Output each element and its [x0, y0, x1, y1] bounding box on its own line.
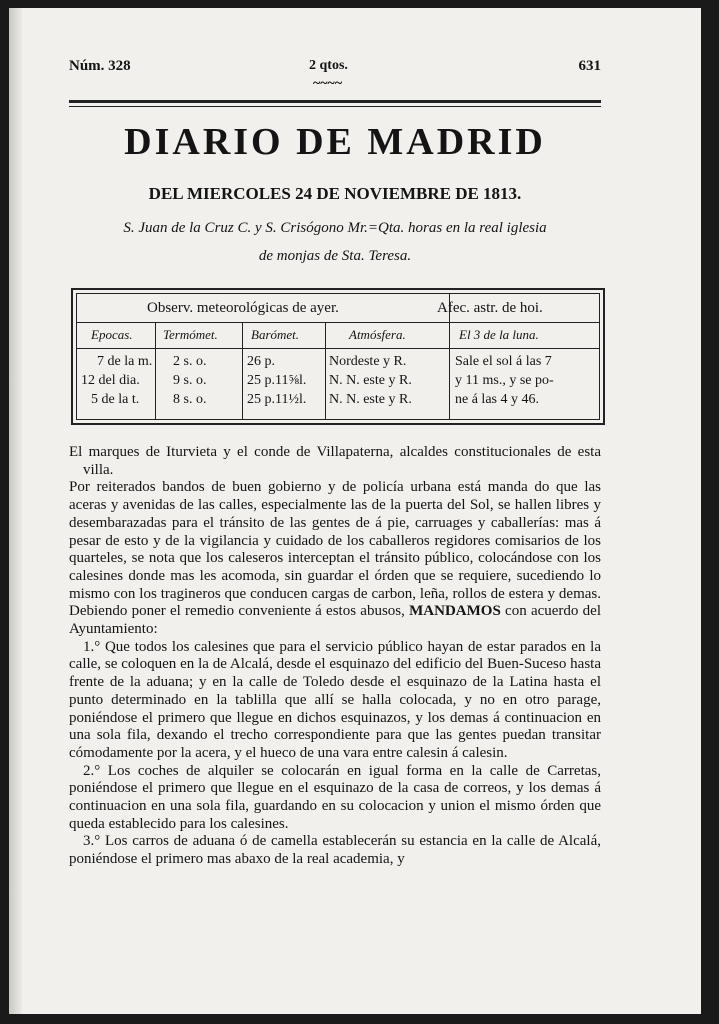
weather-divider [449, 294, 450, 419]
table-cell: Nordeste y R. [329, 354, 407, 369]
article-intro: El marques de Iturvieta y el conde de Villapaterna, alcaldes constitucionales de esta villa. [69, 444, 601, 478]
table-cell: 5 de la t. [91, 392, 140, 407]
weather-table [71, 288, 605, 425]
table-cell: 2 s. o. [173, 354, 207, 369]
table-cell: Sale el sol á las 7 [455, 354, 552, 369]
observations-title: Observ. meteorológicas de ayer. [147, 300, 339, 316]
header-rule-thin [69, 106, 601, 107]
weather-barometro-cells [247, 352, 306, 409]
sheet-count: 2 qtos. [309, 58, 348, 73]
paragraph-text: Por reiterados bandos de buen gobierno y de policía urbana está manda do que las aceras y avenidas de las calles, especialmente las de la puerta del Sol, se hallen libres y desembarazadas para el tránsito de las gentes de á pie, carruages y caballerías: mas á pesar de esto y de la vigilancia y cuidado de los caballeros regidores comisarios de los quarteles, se nota que los caleseros interceptan el tránsito público, colocándose con los calesines donde mas les acomoda, sin guardar el órden que se requiere, sucediendo lo mismo con los tragineros que conducen cargas de carbon, leña, rollos de estera y demas. Debiendo poner el remedio conveniente á estos abusos, [69, 479, 601, 620]
table-cell: 26 p. [247, 354, 275, 369]
table-cell: 12 del dia. [81, 373, 140, 388]
article-paragraph [69, 479, 601, 638]
saints-of-day-continued: de monjas de Sta. Teresa. [258, 248, 412, 264]
page-number: 631 [578, 58, 601, 74]
weather-atmosfera-cells [329, 352, 412, 409]
article-item-1: 1.° Que todos los calesines que para el servicio público hayan de estar parados en la calle, se coloquen en la de Alcalá, desde el esquinazo del edificio del Buen-Suceso hasta frente de la aduana; y en la calle de Toledo desde el esquinazo de la Latina hasta el punto determinado en la tablilla que allí se halla colocada, y no en otro parage, poniéndose el primero que llegue en dichos esquinazos, y los demas á continuacion en una sola fila, dexando el trecho correspondiente para que las gentes puedan transitar cómodamente por la acera, y el hueco de una vara entre calesin á calesin. [69, 638, 601, 761]
table-cell: 7 de la m. [97, 354, 153, 369]
table-cell: 25 p.11½l. [247, 392, 307, 407]
header-ornament: ~~~~ [313, 76, 343, 91]
col-atmosfera: Atmósfera. [349, 327, 406, 342]
table-cell: 9 s. o. [173, 373, 207, 388]
running-header [69, 58, 601, 78]
dateline: DEL MIERCOLES 24 DE NOVIEMBRE DE 1813. [148, 184, 522, 203]
weather-termometro-cells [173, 352, 206, 409]
weather-table-inner-border [76, 293, 600, 420]
page-content [69, 8, 601, 1014]
paragraph-text-end: con acuerdo del Ayuntamiento: [69, 603, 601, 638]
table-cell: 25 p.11⅝l. [247, 373, 307, 388]
table-cell: ne á las 4 y 46. [455, 392, 539, 407]
header-rule-thick [69, 100, 601, 103]
masthead-title: DIARIO DE MADRID [124, 121, 546, 163]
col-barometro: Barómet. [251, 327, 300, 342]
table-cell: N. N. este y R. [329, 392, 412, 407]
weather-divider [155, 322, 156, 419]
weather-divider [325, 322, 326, 419]
issue-number: Núm. 328 [69, 58, 131, 74]
table-cell: N. N. este y R. [329, 373, 412, 388]
weather-epocas-cells [81, 352, 152, 409]
article-item-2: 2.° Los coches de alquiler se colocarán en igual forma en la calle de Carretas, poniéndose el primero que llegue en el esquinazo de la casa de correos, y los demas á continuacion en una sola fila, guardando en su colocacion y union el mismo órden que queda establecido para los calesines. [69, 762, 601, 832]
col-termometro: Termómet. [163, 327, 218, 342]
col-luna: El 3 de la luna. [459, 327, 539, 342]
article-item-3: 3.° Los carros de aduana ó de camella establecerán su estancia en la calle de Alcalá, poniéndose el primero mas abaxo de la real academia, y [69, 833, 601, 868]
table-cell: y 11 ms., y se po- [455, 373, 554, 388]
newspaper-page [9, 8, 701, 1014]
mandamos-word: MANDAMOS [409, 603, 501, 620]
weather-divider [242, 322, 243, 419]
page-spine [9, 8, 22, 1014]
col-epocas: Epocas. [91, 327, 133, 342]
astro-title: Afec. astr. de hoi. [437, 300, 543, 316]
article-body [69, 444, 601, 869]
table-cell: 8 s. o. [173, 392, 207, 407]
saints-of-day: S. Juan de la Cruz C. y S. Crisógono Mr.=Qta. horas en la real iglesia [123, 220, 547, 236]
weather-astro-cells [455, 352, 554, 409]
